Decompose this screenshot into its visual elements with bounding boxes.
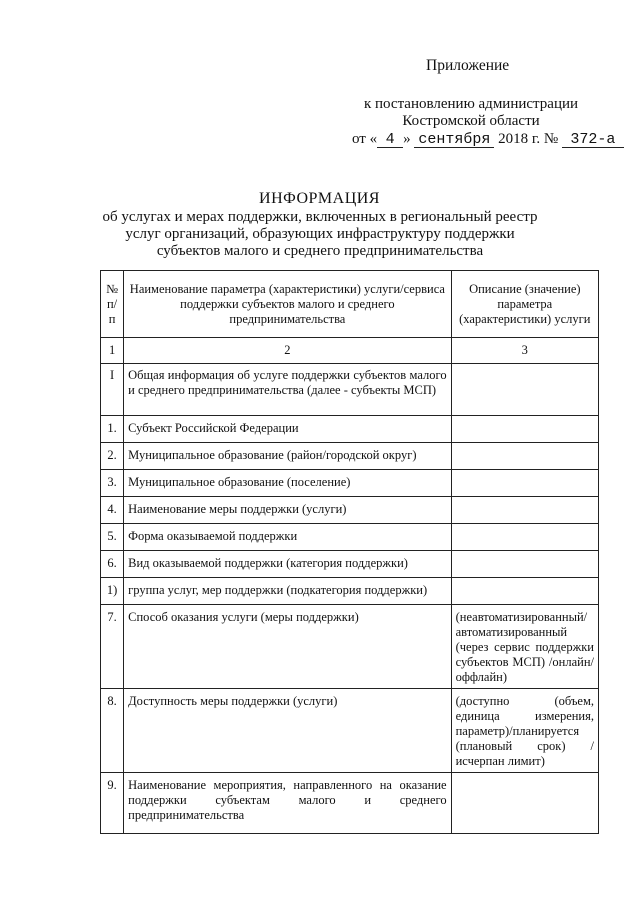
row-name: Муниципальное образование (поселение)	[124, 470, 451, 497]
service-info-table	[100, 270, 599, 834]
decree-line-1: к постановлению администрации	[363, 96, 579, 112]
index-cell-3: 3	[451, 338, 598, 364]
date-mid: »	[403, 131, 411, 147]
row-name: Форма оказываемой поддержки	[124, 524, 451, 551]
row-desc: (доступно (объем, единица измерения, параметр)/планируется (плановый срок) /исчерпан лимит)	[451, 689, 598, 773]
table-row	[101, 497, 599, 524]
row-num: 2.	[101, 443, 124, 470]
decree-reference	[300, 96, 639, 130]
row-num: 5.	[101, 524, 124, 551]
decree-number: 372-а	[562, 132, 624, 148]
row-num: 1)	[101, 578, 124, 605]
header-name: Наименование параметра (характеристики) услуги/сервиса поддержки субъектов малого и среднего предпринимательства	[124, 271, 451, 338]
table-row	[101, 689, 599, 773]
row-desc	[451, 551, 598, 578]
table-row	[101, 605, 599, 689]
row-name: Общая информация об услуге поддержки субъектов малого и среднего предпринимательства (далее - субъекты МСП)	[124, 364, 451, 416]
row-name: Доступность меры поддержки (услуги)	[124, 689, 451, 773]
row-desc	[451, 497, 598, 524]
row-desc	[451, 364, 598, 416]
table-row	[101, 524, 599, 551]
row-name: группа услуг, мер поддержки (подкатегория поддержки)	[124, 578, 451, 605]
row-desc	[451, 524, 598, 551]
decree-line-2: Костромской области	[402, 113, 540, 129]
table-row	[101, 443, 599, 470]
row-num: 1.	[101, 416, 124, 443]
row-desc	[451, 773, 598, 834]
table-row	[101, 551, 599, 578]
row-num: 3.	[101, 470, 124, 497]
table-header-row	[101, 271, 599, 338]
header-desc: Описание (значение) параметра (характеристики) услуги	[451, 271, 598, 338]
row-desc	[451, 578, 598, 605]
index-cell-2: 2	[124, 338, 451, 364]
row-desc	[451, 416, 598, 443]
row-name: Субъект Российской Федерации	[124, 416, 451, 443]
row-num: 7.	[101, 605, 124, 689]
row-desc: (неавтоматизированный/ автоматизированный (через сервис поддержки субъектов МСП) /онлайн/оффлайн)	[451, 605, 598, 689]
table-index-row	[101, 338, 599, 364]
row-num: I	[101, 364, 124, 416]
table-row	[101, 416, 599, 443]
table-row	[101, 773, 599, 834]
header-num: № п/п	[101, 271, 124, 338]
decree-date-line	[352, 131, 624, 148]
row-num: 4.	[101, 497, 124, 524]
document-subtitle: об услугах и мерах поддержки, включенных в региональный реестр услуг организаций, образующих инфраструктуру поддержки субъектов малого и среднего предпринимательства	[102, 209, 538, 259]
table-row	[101, 364, 599, 416]
row-num: 8.	[101, 689, 124, 773]
row-name: Способ оказания услуги (меры поддержки)	[124, 605, 451, 689]
row-num: 6.	[101, 551, 124, 578]
date-year: 2018 г. №	[498, 131, 559, 147]
date-day: 4	[377, 132, 403, 148]
row-name: Вид оказываемой поддержки (категория поддержки)	[124, 551, 451, 578]
row-name: Наименование меры поддержки (услуги)	[124, 497, 451, 524]
date-month: сентября	[414, 132, 494, 148]
date-prefix: от «	[352, 131, 378, 147]
row-desc	[451, 443, 598, 470]
row-name: Наименование мероприятия, направленного на оказание поддержки субъектам малого и среднего предпринимательства	[124, 773, 451, 834]
index-cell-1: 1	[101, 338, 124, 364]
row-desc	[451, 470, 598, 497]
table-row	[101, 470, 599, 497]
table-row	[101, 578, 599, 605]
document-title: ИНФОРМАЦИЯ	[259, 190, 380, 207]
row-num: 9.	[101, 773, 124, 834]
annex-label: Приложение	[426, 57, 510, 74]
row-name: Муниципальное образование (район/городской округ)	[124, 443, 451, 470]
